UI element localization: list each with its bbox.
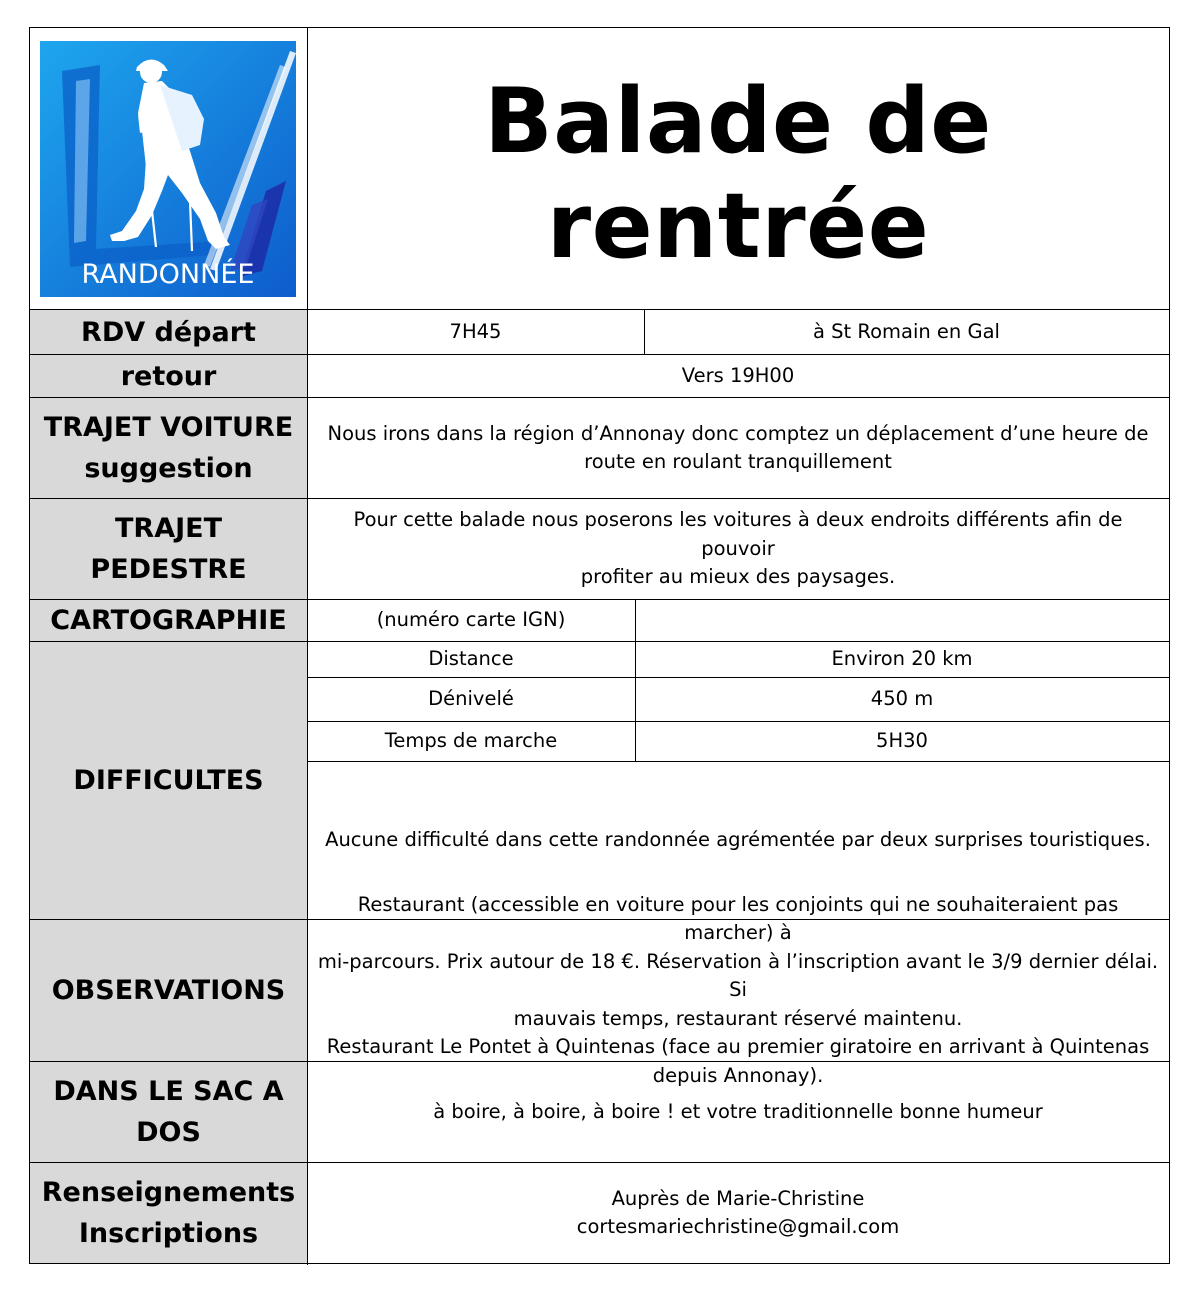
divider (30, 498, 1169, 499)
retour-value: Vers 19H00 (681, 363, 795, 387)
sac-label-line1: DANS LE SAC A (53, 1076, 284, 1107)
divider (30, 309, 1169, 310)
rdv-label: RDV départ (30, 310, 307, 354)
retour-label: retour (30, 355, 307, 397)
trajet-pedestre-value (307, 499, 1169, 599)
contact-name: Auprès de Marie-Christine (611, 1186, 865, 1210)
trajet-voiture-label-line1: TRAJET VOITURE (43, 412, 294, 443)
divider (307, 761, 1169, 762)
difficultes-note: Aucune difficulté dans cette randonnée agrémentée par deux surprises touristiques. (325, 828, 1151, 852)
renseignements-label (30, 1163, 307, 1263)
trajet-voiture-label (30, 398, 307, 498)
divider (307, 721, 1169, 722)
contact-email[interactable]: cortesmariechristine@gmail.com (576, 1215, 900, 1238)
trajet-voiture-value-line2: route en roulant tranquillement (584, 450, 892, 473)
renseignements-label-line2: Inscriptions (78, 1218, 259, 1249)
cartographie-extra (635, 600, 1169, 641)
difficulte-value: Environ 20 km (831, 647, 973, 671)
divider (307, 28, 308, 1265)
difficultes-label: DIFFICULTES (30, 642, 307, 919)
logo-cell (30, 28, 307, 309)
divider (30, 641, 1169, 642)
divider (635, 599, 636, 762)
observations-line: Restaurant Le Pontet à Quintenas (face au premier giratoire en arrivant à Quintenas (326, 1035, 1150, 1059)
hiker-icon (40, 41, 296, 297)
rdv-time: 7H45 (449, 319, 502, 343)
sac-label-line2: DOS (136, 1117, 201, 1148)
divider (644, 309, 645, 355)
observations-label: OBSERVATIONS (30, 920, 307, 1061)
divider (30, 1061, 1169, 1062)
observations-line: depuis Annonay). (652, 1063, 824, 1087)
divider (30, 599, 1169, 600)
divider (30, 354, 1169, 355)
divider (30, 397, 1169, 398)
divider (30, 919, 1169, 920)
observations-line: mauvais temps, restaurant réservé maintenu. (513, 1006, 963, 1030)
trajet-voiture-label-line2: suggestion (84, 453, 253, 484)
trajet-voiture-value-line1: Nous irons dans la région d’Annonay donc comptez un déplacement d’une heure de (327, 421, 1149, 445)
cartographie-value: (numéro carte IGN) (376, 608, 566, 632)
observations-line: mi-parcours. Prix autour de 18 €. Réservation à l’inscription avant le 3/9 dernier délai. Si (317, 949, 1159, 1002)
page-title: Balade de rentrée (484, 68, 992, 279)
sac-label (30, 1062, 307, 1162)
observations-value (307, 892, 1169, 1087)
difficulte-name: Distance (428, 647, 514, 671)
difficulte-name: Dénivelé (428, 687, 514, 711)
divider (307, 677, 1169, 678)
randonnee-logo (40, 41, 296, 297)
difficulte-value: 5H30 (876, 729, 928, 753)
sac-value: à boire, à boire, à boire ! et votre traditionnelle bonne humeur (433, 1099, 1043, 1123)
difficulte-name: Temps de marche (384, 729, 558, 753)
renseignements-label-line1: Renseignements (41, 1177, 296, 1208)
observations-line: Restaurant (accessible en voiture pour les conjoints qui ne souhaiteraient pas marcher) à (357, 892, 1119, 945)
event-sheet (29, 27, 1170, 1264)
difficulte-value: 450 m (870, 687, 934, 711)
renseignements-value (307, 1163, 1169, 1263)
trajet-voiture-value (307, 398, 1169, 498)
divider (30, 1162, 1169, 1163)
logo-text: RANDONNÉE (81, 259, 255, 290)
trajet-pedestre-value-line2: profiter au mieux des paysages. (580, 565, 896, 589)
trajet-pedestre-value-line1: Pour cette balade nous poserons les voitures à deux endroits différents afin de pouvoir (353, 508, 1123, 560)
cartographie-label: CARTOGRAPHIE (30, 600, 307, 641)
trajet-pedestre-label: TRAJET PEDESTRE (30, 499, 307, 599)
rdv-place: à St Romain en Gal (813, 319, 1000, 343)
